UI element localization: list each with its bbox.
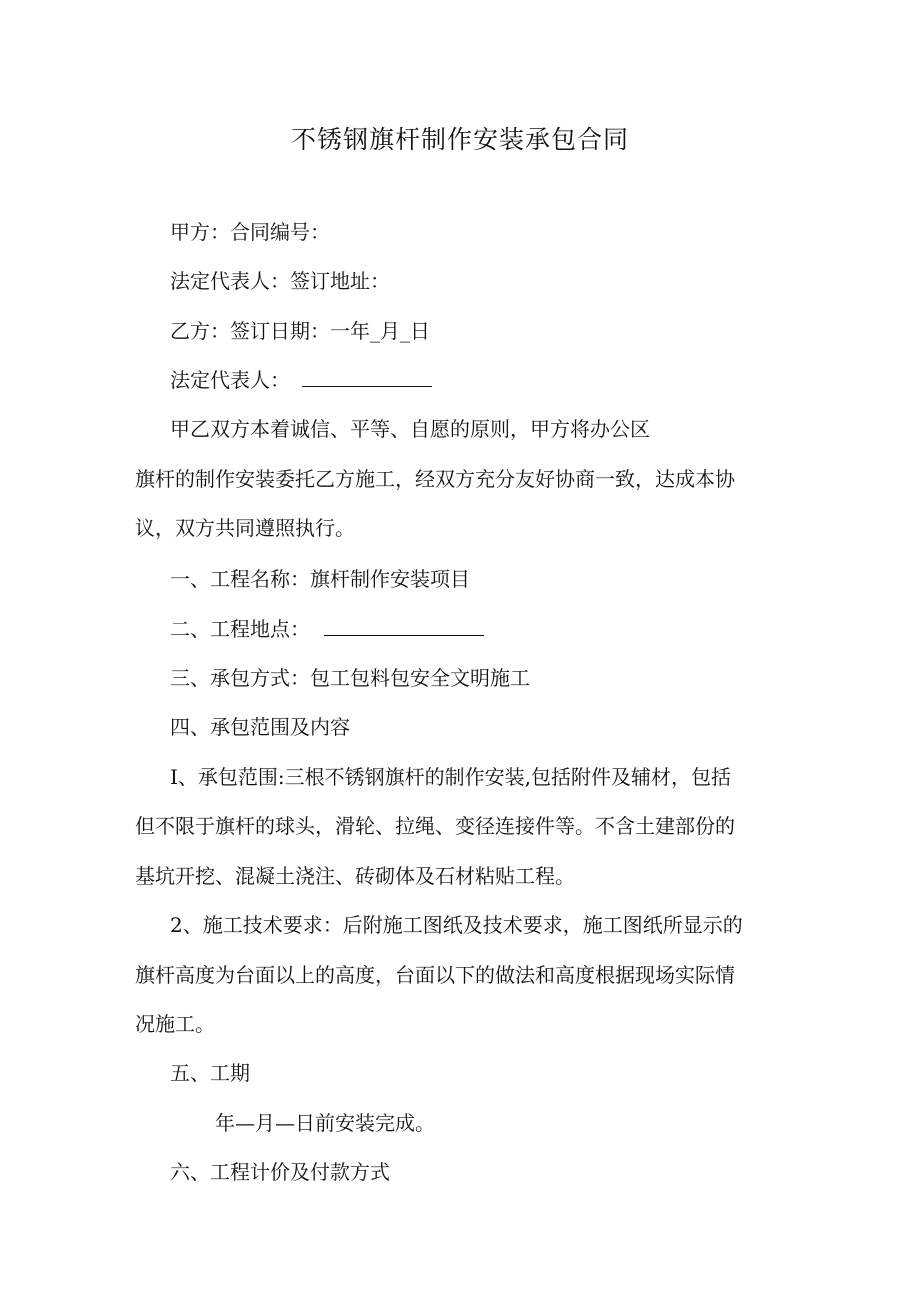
paragraph-line <box>135 962 735 988</box>
line-text: 法定代表人： <box>170 368 290 392</box>
line-text: 二、工程地点： <box>170 617 310 641</box>
section-heading-6 <box>170 1159 390 1185</box>
line-text: 五、工期 <box>170 1061 250 1085</box>
section-heading-4 <box>170 714 350 740</box>
line-text: I、承包范围:三根不锈钢旗杆的制作安装,包括附件及辅材，包括 <box>170 765 731 789</box>
line-text: 旗杆的制作安装委托乙方施工，经双方充分友好协商一致，达成本协 <box>135 467 735 491</box>
paragraph-line <box>170 416 650 442</box>
line-text: 旗杆高度为台面以上的高度，台面以下的做法和高度根据现场实际情 <box>135 963 735 987</box>
paragraph-line <box>170 764 731 790</box>
paragraph-line <box>135 1011 215 1037</box>
paragraph-line <box>135 813 735 839</box>
line-text: 但不限于旗杆的球头，滑轮、拉绳、变径连接件等。不含土建部份的 <box>135 814 735 838</box>
line-text: 甲乙双方本着诚信、平等、自愿的原则，甲方将办公区 <box>170 417 650 441</box>
document-title: 不锈钢旗杆制作安装承包合同 <box>290 125 629 154</box>
legal-rep-line-2 <box>170 367 432 393</box>
line-text: 基坑开挖、混凝土浇注、砖砌体及石材粘贴工程。 <box>135 864 575 888</box>
section-heading-2 <box>170 616 484 642</box>
party-a-line <box>170 219 330 245</box>
line-text: 况施工。 <box>135 1012 215 1036</box>
paragraph-line <box>135 466 735 492</box>
paragraph-line <box>135 515 355 541</box>
line-text: 一、工程名称：旗杆制作安装项目 <box>170 567 470 591</box>
line-text: 法定代表人：签订地址： <box>170 269 390 293</box>
section-heading-5 <box>170 1060 250 1086</box>
line-text: 四、承包范围及内容 <box>170 715 350 739</box>
party-b-line <box>170 318 430 344</box>
blank-underline <box>324 617 484 636</box>
legal-rep-line-1 <box>170 268 390 294</box>
section-heading-3 <box>170 665 530 691</box>
blank-underline <box>302 368 432 387</box>
section-heading-1 <box>170 566 470 592</box>
line-text: 六、工程计价及付款方式 <box>170 1160 390 1184</box>
line-text: 年—月—日前安装完成。 <box>215 1111 435 1135</box>
paragraph-line <box>215 1110 435 1136</box>
line-text: 三、承包方式：包工包料包安全文明施工 <box>170 666 530 690</box>
line-text: 2、施工技术要求：后附施工图纸及技术要求，施工图纸所显示的 <box>170 913 743 937</box>
line-text: 甲方：合同编号： <box>170 220 330 244</box>
paragraph-line <box>135 863 575 889</box>
line-text: 乙方：签订日期：一年_月_日 <box>170 319 430 343</box>
line-text: 议，双方共同遵照执行。 <box>135 516 355 540</box>
paragraph-line <box>170 912 743 938</box>
